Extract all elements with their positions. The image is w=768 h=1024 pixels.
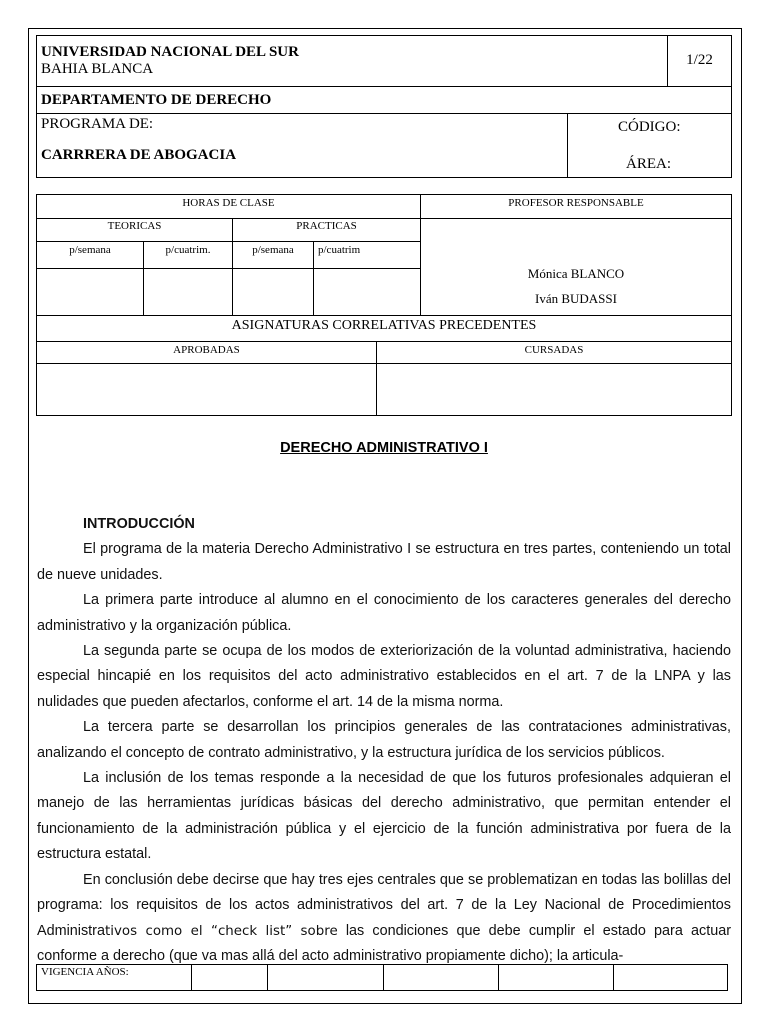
page-number: 1/22 [686,52,713,68]
cursadas-value-cell[interactable] [376,363,732,416]
paragraph-6-part-c: las condiciones que debe cumplir el estado para actuar conforme a derecho (que va mas allá del acto administrativo propiamente dicho); la articula- [37,922,731,964]
professor-2: Iván BUDASSI [535,291,617,306]
practicas-label: PRACTICAS [296,220,357,232]
practicas-cell [232,218,421,242]
col-cuatrim-1-cell [143,241,233,269]
header-university-box [36,35,668,87]
intro-heading: INTRODUCCIÓN [83,516,195,532]
vigencia-cell-2[interactable] [267,964,384,991]
programa-box [36,113,568,178]
paragraph-2: La primera parte introduce al alumno en el conocimiento de los caracteres generales del derecho administrativo y la organización pública. [37,592,731,634]
department-box [36,86,732,114]
paragraph-1: El programa de la materia Derecho Administrativo I se estructura en tres partes, conteniendo un total de nueve unidades. [37,541,731,583]
vigencia-cell-4[interactable] [498,964,614,991]
professors-cell [420,218,732,316]
programa-label: PROGRAMA DE: [41,116,154,132]
aprobadas-label: APROBADAS [173,344,240,356]
paragraph-6 [37,868,731,970]
value-semana-1-cell[interactable] [36,268,144,316]
col-semana-2-cell [232,241,314,269]
document-body [37,512,731,969]
vigencia-label-cell [36,964,192,991]
cursadas-label: CURSADAS [524,344,584,356]
codigo-label: CÓDIGO: [618,119,681,135]
col-semana-1-cell [36,241,144,269]
profesor-responsable-label: PROFESOR RESPONSABLE [508,197,644,209]
codigo-box [567,113,732,178]
col-cuatrim-1-label: p/cuatrim. [165,244,211,256]
paragraph-5: La inclusión de los temas responde a la necesidad de que los futuros profesionales adquieran el manejo de las herramientas jurídicas básicas del derecho administrativo, que permitan entender el funcionamiento de la administración pública y el ejercicio de la función administrativa por fuera de la estructura estatal. [37,770,731,863]
aprobadas-header-cell [36,341,377,364]
university-name: UNIVERSIDAD NACIONAL DEL SUR [41,44,299,60]
aprobadas-value-cell[interactable] [36,363,377,416]
department-name: DEPARTAMENTO DE DERECHO [41,92,272,108]
paragraph-3: La segunda parte se ocupa de los modos de exteriorización de la voluntad administrativa, haciendo especial hincapié en los requisitos del acto administrativo establecidos en el art. 7 de la LNPA y las nulidades que pueden afectarlos, conforme el art. 14 de la misma norma. [37,643,731,710]
value-cuatrim-2-cell[interactable] [313,268,421,316]
vigencia-cell-3[interactable] [383,964,499,991]
professor-1: Mónica BLANCO [527,266,625,281]
university-city: BAHIA BLANCA [41,61,154,77]
col-semana-2-label: p/semana [252,244,294,256]
vigencia-cell-5[interactable] [613,964,728,991]
page-number-box [667,35,732,87]
col-cuatrim-2-label: p/cuatrim [318,244,361,256]
value-cuatrim-1-cell[interactable] [143,268,233,316]
document-title: DERECHO ADMINISTRATIVO I [280,440,488,456]
profesor-responsable-cell [420,194,732,219]
horas-de-clase-label: HORAS DE CLASE [182,197,275,209]
area-label: ÁREA: [626,156,671,172]
correlativas-title: ASIGNATURAS CORRELATIVAS PRECEDENTES [231,318,537,333]
correlativas-title-cell [36,315,732,342]
cursadas-header-cell [376,341,732,364]
value-semana-2-cell[interactable] [232,268,314,316]
vigencia-cell-1[interactable] [191,964,268,991]
col-cuatrim-2-cell [313,241,421,269]
paragraph-6-part-a: En conclusión debe decirse que hay tres ejes centrales que se problematizan en todas las bolillas del programa: los requisitos de los actos administrativos del art. 7 de la Ley Nacional de Procedimientos Administra [37,871,731,939]
teoricas-cell [36,218,233,242]
career-name: CARRRERA DE ABOGACIA [41,147,237,163]
horas-de-clase-cell [36,194,421,219]
col-semana-1-label: p/semana [69,244,111,256]
vigencia-label: VIGENCIA AÑOS: [41,966,129,978]
paragraph-6-part-b: tivos como el “check list” sobre [104,923,338,939]
paragraph-4: La tercera parte se desarrollan los principios generales de las contrataciones administrativas, analizando el concepto de contrato administrativo, y la estructura jurídica de los servicios públicos. [37,719,731,761]
teoricas-label: TEORICAS [107,220,162,232]
